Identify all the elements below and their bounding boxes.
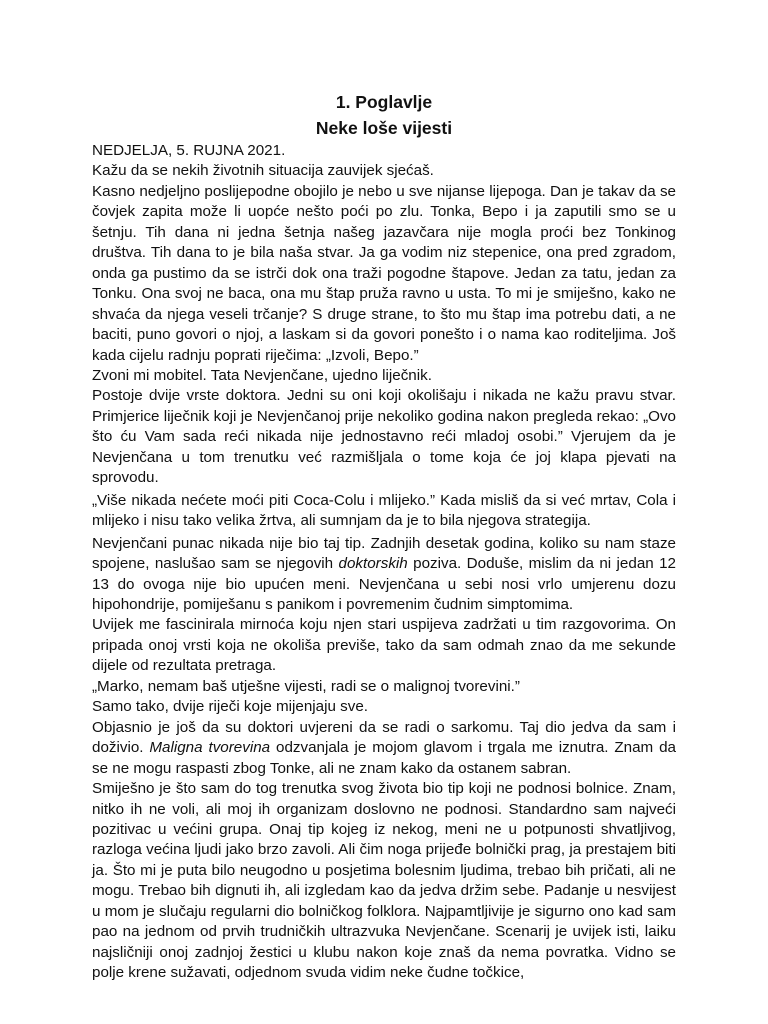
paragraph-1: Kažu da se nekih životnih situacija zauvijek sjećaš.	[92, 162, 434, 180]
paragraph-9: Samo tako, dvije riječi koje mijenjaju sve.	[92, 698, 369, 716]
chapter-number-title: 1. Poglavlje	[335, 92, 433, 112]
chapter-subtitle: Neke loše vijesti	[315, 118, 453, 138]
paragraph-4: Postoje dvije vrste doktora. Jedni su oni koji okolišaju i nikada ne kažu pravu stvar. Primjerice liječnik koji je Nevjenčanoj prije nekoliko godina nakon pregleda rekao: „Ovo što ću Vam sada reći nikada nije jednostavno reći mladoj osobi.” Vjerujem da je Nevjenčana u tom trenutku već razmišljala o tome koja će joj klapa pjevati na sprovodu.	[92, 387, 676, 487]
paragraph-10	[92, 718, 676, 779]
paragraph-5: „Više nikada nećete moći piti Coca-Colu i mlijeko.” Kada misliš da si već mrtav, Cola i mlijeko i nisu tako velika žrtva, ali sumnjam da je to bila njegova strategija.	[92, 491, 676, 530]
paragraph-10-text-b: odzvanjala je mojom glavom i trgala me iznutra. Znam da se ne mogu raspasti zbog Tonke, ali ne znam kako da ostanem sabran.	[92, 739, 676, 777]
chapter-heading-block	[92, 89, 676, 141]
paragraph-10-italic: Maligna tvorevina	[149, 739, 271, 757]
paragraph-2: Kasno nedjeljno poslijepodne obojilo je nebo u sve nijanse lijepoga. Dan je takav da se čovjek zapita može li uopće nešto poći po zlu. Tonka, Bepo i ja zaputili smo se u šetnju. Tih dana ni jedna šetnja našeg jazavčara nije mogla proći bez Tonkinog društva. Tih dana to je bila naša stvar. Ja ga vodim niz stepenice, ona pred zgradom, onda ga pustimo da se istrči dok ona traži pogodne štapove. Jedan za tatu, jedan za Tonku. Ona svoj ne baca, ona mu štap pruža ravno u usta. To mi je smiješno, kako ne shvaća da njega veseli trčanje? S druge strane, to što mu štap ima potrebu dati, a ne baciti, puno govori o njoj, a laskam si da govori ponešto i o nama kao roditeljima. Još kada cijelu radnju poprati riječima: „Izvoli, Bepo.”	[92, 182, 676, 364]
paragraph-6-text-b: poziva. Doduše, mislim da ni jedan 12 13 do ovoga nije bio upućen meni. Nevjenčana u sebi nosi vrlo umjerenu dozu hipohondrije, pomiješanu s panikom i povremenim čudnim simptomima.	[92, 555, 677, 613]
paragraph-11: Smiješno je što sam do tog trenutka svog života bio tip koji ne podnosi bolnice. Znam, nitko ih ne voli, ali moj ih organizam doslovno ne podnosi. Standardno sam najveći pozitivac u većini grupa. Onaj tip kojeg iz nekog, meni ne u potpunosti shvatljivog, razloga većina ljudi jako brzo zavoli. Ali čim noga prijeđe bolnički prag, ja prestajem biti ja. Što mi je puta bilo neugodno u posjetima bolesnim ljudima, trebao bih pričati, ali ne mogu. Trebao bih dignuti ih, ali izgledam kao da jedva držim sebe. Padanje u nesvijest u mom je slučaju regularni dio bolničkog folklora. Najpamtljivije je sigurno ono kad sam pao na jednom od prvih trudničkih ultrazvuka Nevjenčane. Scenarij je uvijek isti, laiku najsličniji onoj zadnjoj žestici u klubu nakon koje znaš da nema povratka. Vidno se polje krene sužavati, odjednom svuda vidim neke čudne točkice,	[92, 780, 676, 982]
paragraph-3: Zvoni mi mobitel. Tata Nevjenčane, ujedno liječnik.	[92, 366, 432, 384]
paragraph-6	[92, 534, 676, 616]
date-line: NEDJELJA, 5. RUJNA 2021.	[92, 142, 286, 159]
paragraph-8: „Marko, nemam baš utješne vijesti, radi se o malignoj tvorevini.”	[92, 677, 520, 695]
paragraph-6-text-a: Nevjenčani punac nikada nije bio taj tip. Zadnjih desetak godina, koliko su nam staze spojene, naslušao sam se njegovih	[92, 534, 676, 573]
paragraph-7: Uvijek me fascinirala mirnoća koju njen stari uspijeva zadržati u tim razgovorima. On pripada onoj vrsti koja ne okoliša previše, tako da sam odmah znao da me sekunde dijele od rezultata pretraga.	[92, 616, 676, 675]
paragraph-6-italic: doktorskih	[338, 555, 408, 573]
paragraph-10-text-a: Objasnio je još da su doktori uvjereni da se radi o sarkomu. Taj dio jedva da sam i doživio.	[92, 718, 676, 757]
